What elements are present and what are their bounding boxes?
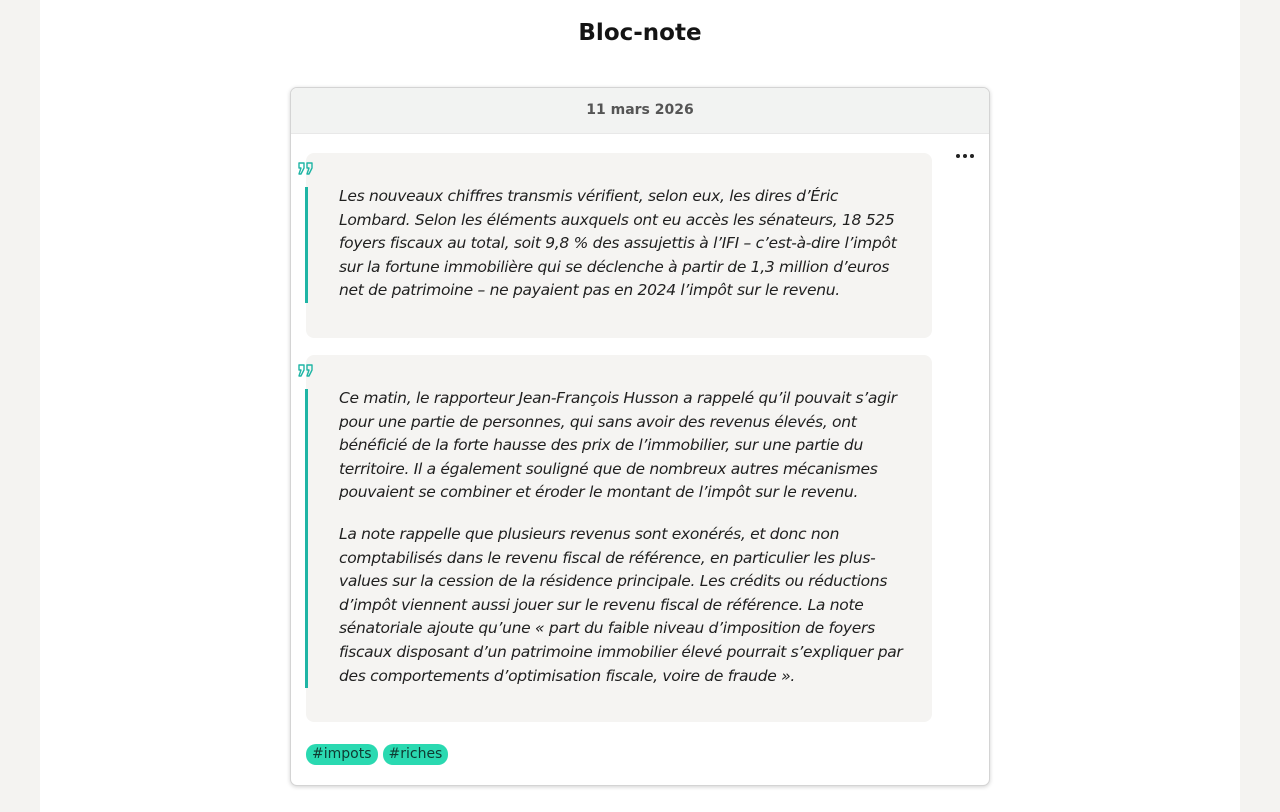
quote-text [339,185,905,321]
tag-riches[interactable]: #riches [383,744,449,765]
page-container [40,0,1240,812]
quote-paragraph: Ce matin, le rapporteur Jean-François Husson a rappelé qu’il pouvait s’agir pour une partie de personnes, qui sans avoir des revenus élevés, ont bénéficié de la forte hausse des prix de l’immobilier, sur une partie du territoire. Il a également souligné que de nombreux autres mécanismes pouvaient se combiner et éroder le montant de l’impôt sur le revenu. [339,389,897,502]
blockquote [306,153,932,338]
page-title: Bloc-note [578,20,702,46]
quote-text [339,387,905,706]
tag-list [306,744,448,765]
more-horizontal-icon [956,154,960,158]
quote-paragraph: La note rappelle que plusieurs revenus sont exonérés, et donc non comptabilisés dans le revenu fiscal de référence, en particulier les plus-values sur la cession de la résidence principale. Les crédits ou réductions d’impôt viennent aussi jouer sur le revenu fiscal de référence. La note sénatoriale ajoute qu’une « part du faible niveau d’imposition de foyers fiscaux disposant d’un patrimoine immobilier élevé pourrait s’expliquer par des comportements d’optimisation fiscale, voire de fraude ». [339,524,903,685]
quote-accent-bar [305,389,308,688]
note-date: 11 mars 2026 [291,88,989,134]
note-card [290,87,990,786]
more-options-button[interactable] [953,146,977,166]
blockquote [306,355,932,722]
quote-accent-bar [305,187,308,303]
tag-impots[interactable]: #impots [306,744,378,765]
more-horizontal-icon-dot [963,154,967,158]
quote-paragraph: Les nouveaux chiffres transmis vérifient, selon eux, les dires d’Éric Lombard. Selon les éléments auxquels ont eu accès les sénateurs, 18 525 foyers fiscaux au total, soit 9,8 % des assujettis à l’IFI – c’est-à-dire l’impôt sur la fortune immobilière qui se déclenche à partir de 1,3 million d’euros net de patrimoine – ne payaient pas en 2024 l’impôt sur le revenu. [339,187,897,300]
quote-icon [297,362,315,380]
more-horizontal-icon-dot [970,154,974,158]
quote-icon [297,160,315,178]
